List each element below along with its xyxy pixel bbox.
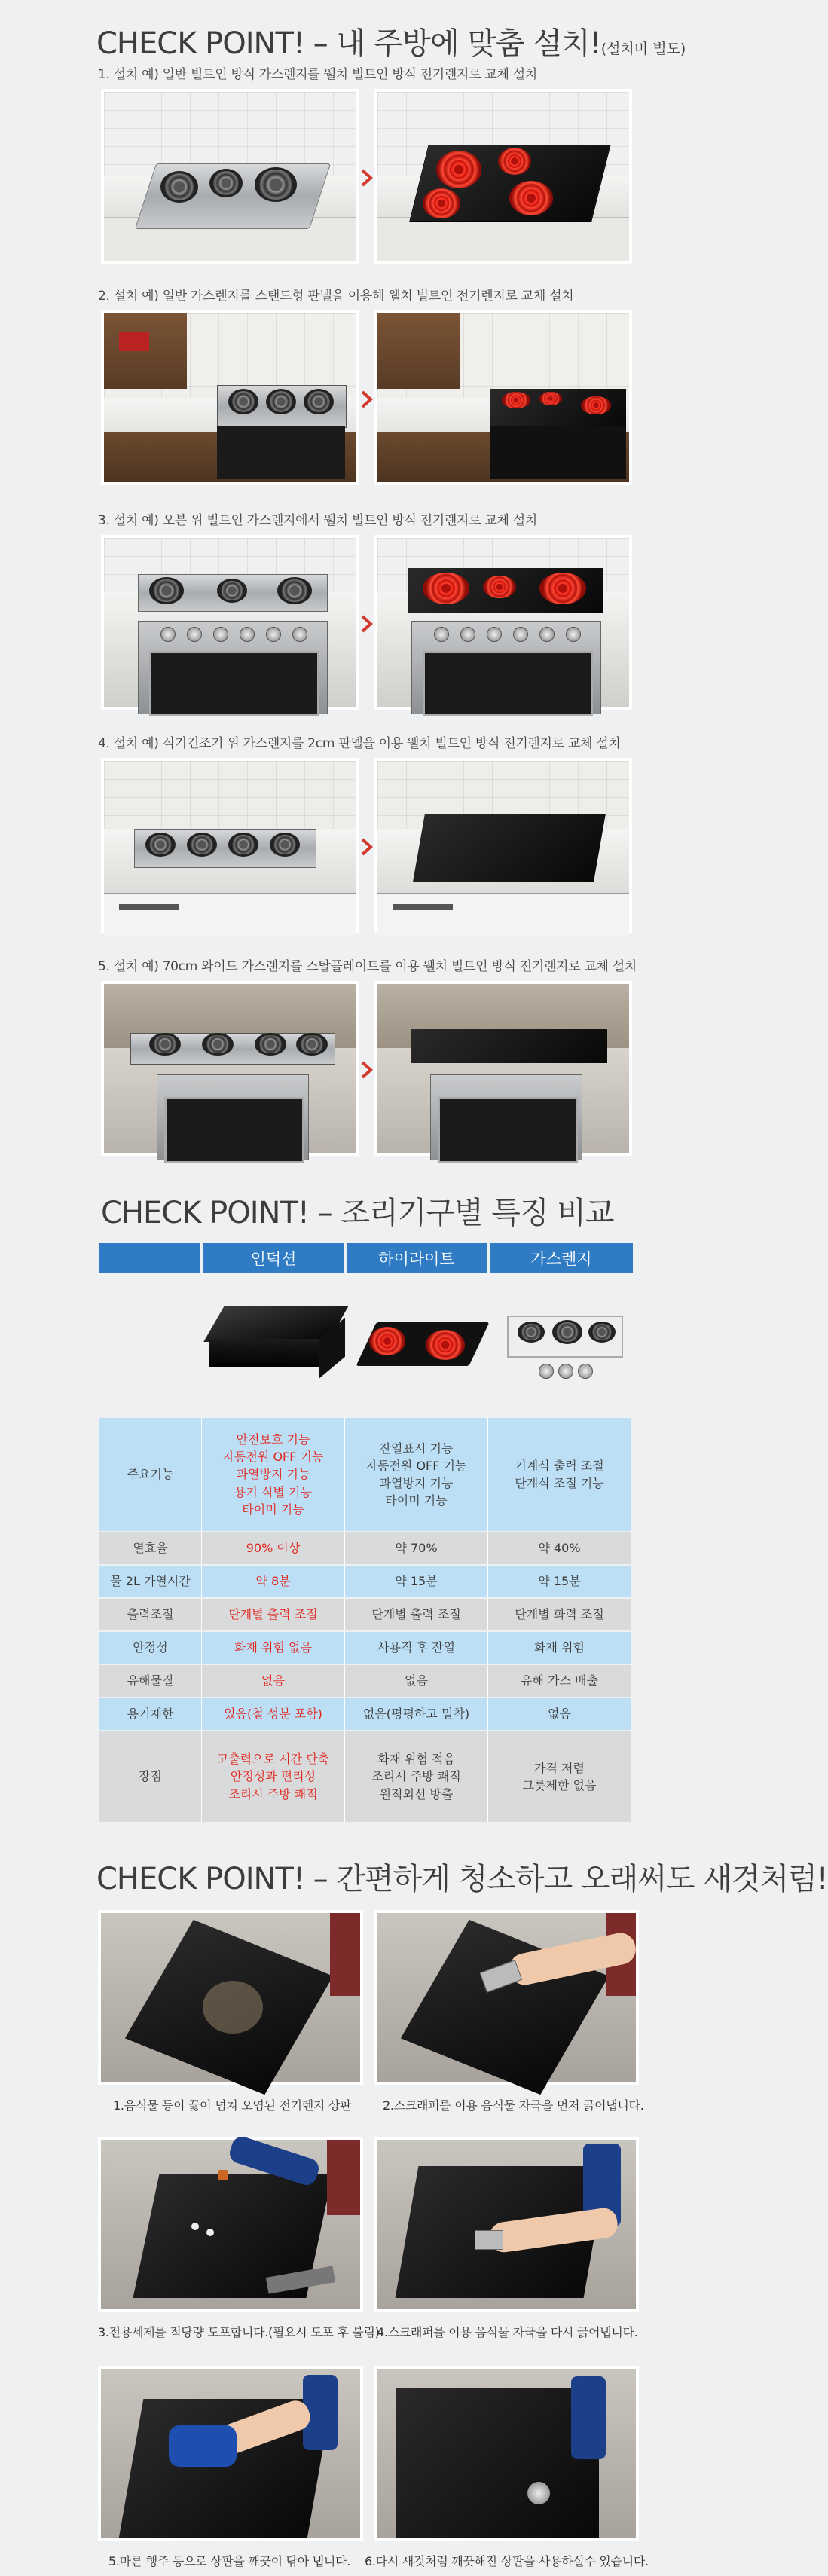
table-row — [99, 1566, 633, 1597]
install-example-2-caption: 2. 설치 예) 일반 가스렌지를 스탠드형 판넬을 이용해 웰치 빌트인 전기렌지로 교체 설치 — [98, 289, 574, 304]
section1-title — [96, 20, 686, 63]
table-header-highlight: 하이라이트 — [347, 1243, 487, 1273]
install-example-1-before-photo — [101, 89, 359, 264]
cell-highlight: 약 15분 — [345, 1566, 488, 1597]
row-label: 유해물질 — [99, 1665, 202, 1697]
cell-induction: 약 8분 — [202, 1566, 345, 1597]
cleaning-step-4-caption: 4.스크래퍼를 이용 음식물 자국을 다시 긁어냅니다. — [377, 2325, 638, 2339]
row-label: 주요기능 — [99, 1418, 202, 1531]
install-example-2-after-photo — [374, 310, 632, 485]
table-row — [99, 1731, 633, 1822]
induction-product-image — [205, 1292, 347, 1383]
row-label: 장점 — [99, 1731, 202, 1822]
install-example-3-after-photo — [374, 535, 632, 710]
table-row — [99, 1532, 633, 1564]
section1-title-main: CHECK POINT! – 내 주방에 맞춤 설치! — [96, 26, 601, 61]
cell-gas-range: 약 15분 — [488, 1566, 631, 1597]
cleaning-step-5-caption: 5.마른 행주 등으로 상판을 깨끗이 닦아 냅니다. — [108, 2554, 350, 2568]
row-label: 안정성 — [99, 1632, 202, 1664]
cleaning-step-3-photo — [98, 2137, 363, 2312]
cell-gas-range: 없음 — [488, 1698, 631, 1730]
section2-title: CHECK POINT! – 조리기구별 특징 비교 — [101, 1196, 614, 1230]
install-example-1-after-photo — [374, 89, 632, 264]
section3-title: CHECK POINT! – 간편하게 청소하고 오래써도 새것처럼! — [96, 1862, 828, 1896]
cell-highlight: 잔열표시 기능 자동전원 OFF 기능 과열방지 기능 타이머 기능 — [345, 1418, 488, 1531]
table-header-blank — [99, 1243, 200, 1273]
cell-gas-range: 유해 가스 배출 — [488, 1665, 631, 1697]
cell-gas-range: 화재 위험 — [488, 1632, 631, 1664]
table-row — [99, 1599, 633, 1630]
install-example-2-before-photo — [101, 310, 359, 485]
arrow-right-icon — [359, 389, 374, 410]
row-label: 물 2L 가열시간 — [99, 1566, 202, 1597]
cell-highlight: 없음(평평하고 밀착) — [345, 1698, 488, 1730]
highlight-product-image — [354, 1307, 490, 1383]
cleaning-step-2-caption: 2.스크래퍼를 이용 음식물 자국을 먼저 긁어냅니다. — [383, 2098, 644, 2113]
cleaning-step-3-caption: 3.전용세제를 적당량 도포합니다.(필요시 도포 후 불림) — [98, 2325, 380, 2339]
cell-induction: 안전보호 기능 자동전원 OFF 기능 과열방지 기능 용기 식별 기능 타이머 기능 — [202, 1418, 345, 1531]
cell-induction: 화재 위험 없음 — [202, 1632, 345, 1664]
arrow-right-icon — [359, 1059, 374, 1080]
cell-highlight: 화재 위험 적음 조리시 주방 쾌적 원적외선 방출 — [345, 1731, 488, 1822]
cleaning-step-4-photo — [374, 2137, 639, 2312]
install-example-4-caption: 4. 설치 예) 식기건조기 위 가스렌지를 2cm 판넬을 이용 웰치 빌트인 방식 전기렌지로 교체 설치 — [98, 736, 621, 751]
table-header-gas-range: 가스렌지 — [490, 1243, 633, 1273]
cell-gas-range: 기계식 출력 조절 단계식 조절 기능 — [488, 1418, 631, 1531]
install-example-3-before-photo — [101, 535, 359, 710]
cell-gas-range: 단계별 화력 조절 — [488, 1599, 631, 1630]
table-row — [99, 1418, 633, 1531]
install-example-5-after-photo — [374, 981, 632, 1156]
table-header-induction: 인덕션 — [203, 1243, 344, 1273]
arrow-right-icon — [359, 167, 374, 188]
cell-highlight: 단계별 출력 조절 — [345, 1599, 488, 1630]
install-example-4-before-photo — [101, 758, 359, 933]
row-label: 출력조절 — [99, 1599, 202, 1630]
cleaning-step-6-photo — [374, 2366, 639, 2541]
install-example-5-before-photo — [101, 981, 359, 1156]
cell-highlight: 약 70% — [345, 1532, 488, 1564]
table-row — [99, 1698, 633, 1730]
install-example-5-caption: 5. 설치 예) 70cm 와이드 가스렌지를 스탈플레이트를 이용 웰치 빌트인 방식 전기렌지로 교체 설치 — [98, 959, 637, 974]
cell-highlight: 없음 — [345, 1665, 488, 1697]
section1-title-note: (설치비 별도) — [600, 41, 686, 57]
install-example-3-caption: 3. 설치 예) 오븐 위 빌트인 가스렌지에서 웰치 빌트인 방식 전기렌지로 교체 설치 — [98, 513, 537, 528]
cell-induction: 단계별 출력 조절 — [202, 1599, 345, 1630]
cleaning-step-2-photo — [374, 1910, 639, 2085]
install-example-1-caption: 1. 설치 예) 일반 빌트인 방식 가스렌지를 웰치 빌트인 방식 전기렌지로 교체 설치 — [98, 67, 537, 82]
cleaning-step-5-photo — [98, 2366, 363, 2541]
table-row — [99, 1665, 633, 1697]
table-row — [99, 1632, 633, 1664]
row-label: 용기제한 — [99, 1698, 202, 1730]
cleaning-step-1-caption: 1.음식물 등이 끓어 넘쳐 오염된 전기렌지 상판 — [113, 2098, 352, 2113]
cell-induction: 있음(철 성분 포함) — [202, 1698, 345, 1730]
arrow-right-icon — [359, 836, 374, 857]
arrow-right-icon — [359, 613, 374, 634]
install-example-4-after-photo — [374, 758, 632, 933]
cell-gas-range: 약 40% — [488, 1532, 631, 1564]
row-label: 열효율 — [99, 1532, 202, 1564]
cell-highlight: 사용직 후 잔열 — [345, 1632, 488, 1664]
cell-induction: 없음 — [202, 1665, 345, 1697]
cell-induction: 90% 이상 — [202, 1532, 345, 1564]
cleaning-step-1-photo — [98, 1910, 363, 2085]
cell-induction: 고출력으로 시간 단축 안정성과 편리성 조리시 주방 쾌적 — [202, 1731, 345, 1822]
gas-range-product-image — [501, 1309, 629, 1385]
cell-gas-range: 가격 저렴 그릇제한 없음 — [488, 1731, 631, 1822]
cleaning-step-6-caption: 6.다시 새것처럼 깨끗해진 상판을 사용하실수 있습니다. — [365, 2554, 649, 2568]
